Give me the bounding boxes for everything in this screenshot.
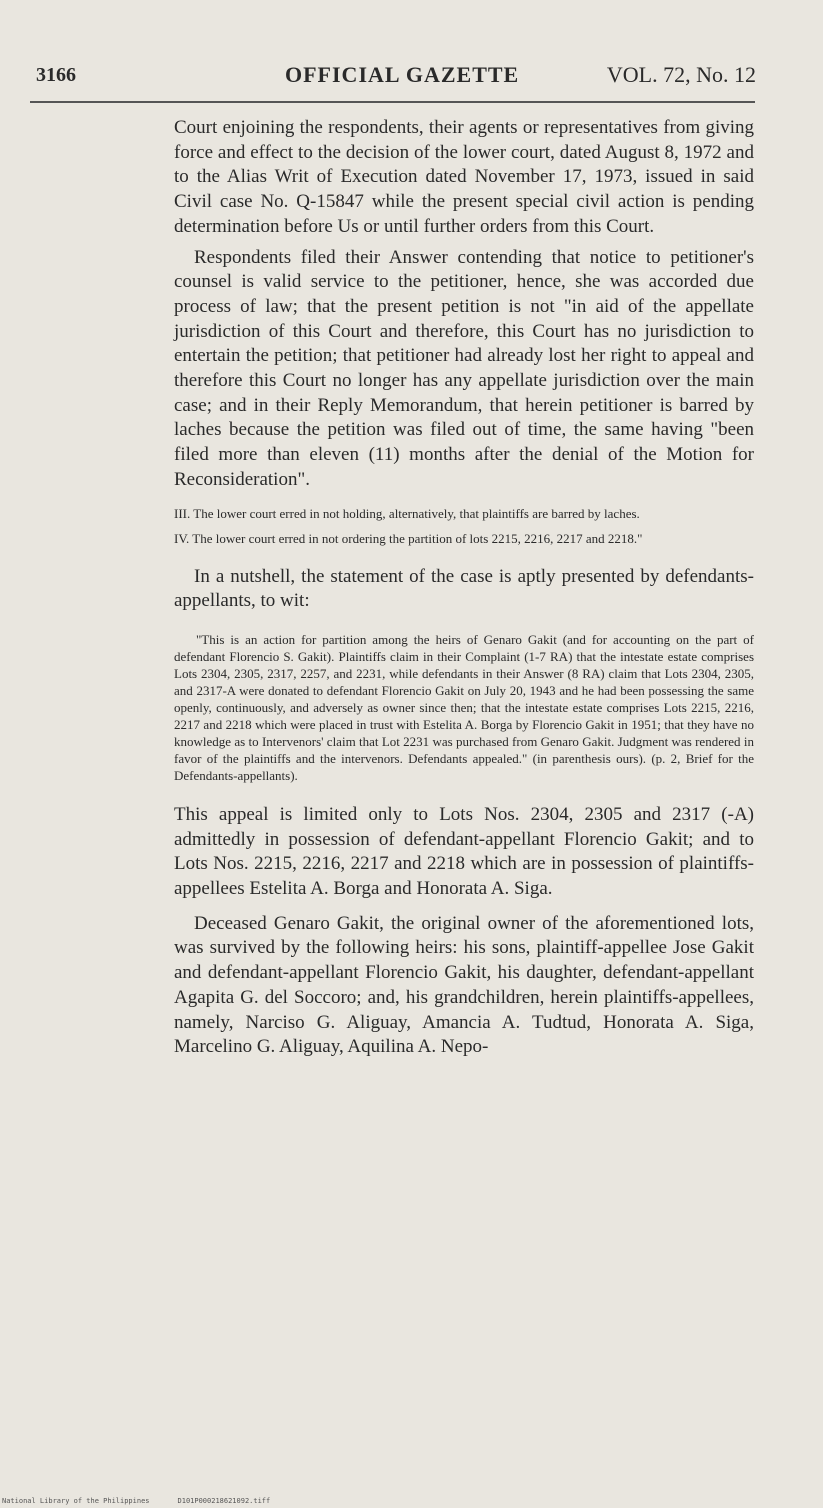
paragraph-appeal-limited: This appeal is limited only to Lots Nos. 2304, 2305 and 2317 (-A) admittedly in possession of defendant-appellant Florencio Gakit; and to Lots Nos. 2215, 2216, 2217 and 2218 which are in possession of plaintiffs-appellees Estelita A. Borga and Honorata A. Siga.	[174, 803, 754, 900]
paragraph-heirs: Deceased Genaro Gakit, the original owner of the aforementioned lots, was survived by the following heirs: his sons, plaintiff-appellee Jose Gakit and defendant-appellant Florencio Gakit, his daughter, defendant-appellant Agapita G. del Soccoro; and, his grandchildren, herein plaintiffs-appellees, namely, Narciso G. Aliguay, Amancia A. Tudtud, Honorata A. Siga, Marcelino G. Aliguay, Aquilina A. Nepo-	[174, 912, 754, 1058]
page-number: 3166	[36, 64, 76, 86]
footer-file: D101P000218621092.tiff	[177, 1497, 271, 1505]
scan-footer	[2, 1497, 298, 1505]
page-header	[36, 62, 756, 92]
volume-number: VOL. 72, No. 12	[606, 62, 756, 87]
paragraph-respondents-answer: Respondents filed their Answer contending that notice to petitioner's counsel is valid service to the petitioner, hence, she was accorded due process of law; that the present petition is not "in aid of the appellate jurisdiction of this Court and therefore, this Court has no jurisdiction to entertain the petition; that petitioner had already lost her right to appeal and therefore this Court no longer has any appellate jurisdiction over the main case; and in their Reply Memorandum, that herein petitioner is barred by laches because the petition was filed out of time, the same having "been filed more than eleven (11) months after the denial of the Motion for Reconsideration".	[174, 246, 754, 490]
quoted-statement: "This is an action for partition among the heirs of Genaro Gakit (and for accounting on the part of defendant Florencio S. Gakit). Plaintiffs claim in their Complaint (1-7 RA) that the intestate estate comprises Lots 2304, 2305, 2317, 2257, and 2231, while defendants in their Answer (8 RA) claim that Lots 2304, 2305, and 2317-A were donated to defendant Florencio Gakit on July 20, 1943 and he had been possessing the same openly, continuously, and adversely as owner since then; that the intestate estate comprises Lots 2215, 2216, 2217 and 2218 which were placed in trust with Estelita A. Borga by Florencio Gakit in 1951; that they have no knowledge as to Intervenors' claim that Lot 2231 was purchased from Genaro Gakit. Judgment was rendered in favor of the plaintiffs and the intervenors. Defendants appealed." (in parenthesis ours). (p. 2, Brief for the Defendants-appellants).	[174, 631, 754, 783]
footer-library: National Library of the Philippines	[2, 1497, 150, 1505]
error-item-iv: IV. The lower court erred in not ordering the partition of lots 2215, 2216, 2217 and 2218."	[174, 530, 643, 546]
paragraph-nutshell: In a nutshell, the statement of the case is aptly presented by defendants-appellants, to wit:	[174, 565, 754, 612]
paragraph-court-enjoining: Court enjoining the respondents, their agents or representatives from giving force and effect to the decision of the lower court, dated August 8, 1972 and to the Alias Writ of Execution dated November 17, 1973, issued in said Civil case No. Q-15847 while the present special civil action is pending determination before Us or until further orders from this Court.	[174, 117, 754, 237]
error-item-iii: III. The lower court erred in not holding, alternatively, that plaintiffs are barred by laches.	[174, 505, 640, 521]
body-text	[174, 116, 754, 1060]
publication-title: OFFICIAL GAZETTE	[285, 62, 520, 87]
header-rule	[30, 101, 755, 103]
